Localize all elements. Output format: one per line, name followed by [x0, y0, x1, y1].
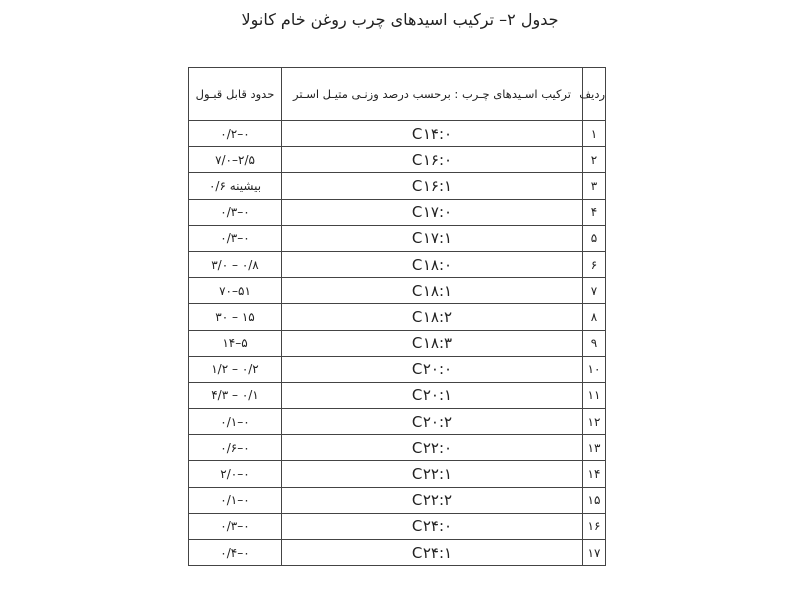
limits-cell: ۰–۰/۶ — [189, 435, 282, 461]
limits-cell: ۰/۱ – ۴/۳ — [189, 382, 282, 408]
row-index-cell: ۱۳ — [583, 435, 606, 461]
table-row — [189, 225, 606, 251]
table-caption: جدول ۲– ترکیب اسیدهای چرب روغن خام کانولا — [241, 10, 559, 29]
row-index-cell: ۱۲ — [583, 409, 606, 435]
limits-cell: ۰–۰/۱ — [189, 487, 282, 513]
fatty-acid-cell: C۲۰:۲ — [282, 409, 583, 435]
table-row — [189, 330, 606, 356]
table-row — [189, 173, 606, 199]
fatty-acid-table — [188, 67, 606, 566]
row-index-cell: ۵ — [583, 225, 606, 251]
fatty-acid-cell: C۱۸:۱ — [282, 278, 583, 304]
limits-cell: ۵–۱۴ — [189, 330, 282, 356]
limits-cell: ۱۵ – ۳۰ — [189, 304, 282, 330]
fatty-acid-cell: C۲۰:۰ — [282, 356, 583, 382]
row-index-cell: ۲ — [583, 147, 606, 173]
row-index-cell: ۸ — [583, 304, 606, 330]
limits-cell: ۰–۰/۲ — [189, 121, 282, 147]
table-row — [189, 278, 606, 304]
fatty-acid-cell: C۱۸:۳ — [282, 330, 583, 356]
table-row — [189, 251, 606, 277]
table-row — [189, 304, 606, 330]
fatty-acid-cell: C۱۴:۰ — [282, 121, 583, 147]
limits-cell: ۰/۸ – ۳/۰ — [189, 251, 282, 277]
table-row — [189, 435, 606, 461]
fatty-acid-cell: C۱۸:۲ — [282, 304, 583, 330]
table-row — [189, 513, 606, 539]
limits-cell: بیشینه ۰/۶ — [189, 173, 282, 199]
header-index: ردیف — [583, 68, 606, 121]
fatty-acid-cell: C۱۸:۰ — [282, 251, 583, 277]
limits-cell: ۰–۰/۳ — [189, 513, 282, 539]
limits-cell: ۰–۲/۰ — [189, 461, 282, 487]
row-index-cell: ۹ — [583, 330, 606, 356]
fatty-acid-cell: C۲۴:۱ — [282, 540, 583, 566]
row-index-cell: ۱ — [583, 121, 606, 147]
fatty-acid-cell: C۱۶:۱ — [282, 173, 583, 199]
row-index-cell: ۱۰ — [583, 356, 606, 382]
header-composition: ترکیب اسـیدهای چـرب : برحسب درصد وزنـی متیـل اسـتر — [282, 68, 583, 121]
table-row — [189, 356, 606, 382]
row-index-cell: ۶ — [583, 251, 606, 277]
table-body — [189, 121, 606, 566]
row-index-cell: ۴ — [583, 199, 606, 225]
table-row — [189, 121, 606, 147]
header-row — [189, 68, 606, 121]
table-row — [189, 382, 606, 408]
table-row — [189, 409, 606, 435]
limits-cell: ۰–۰/۳ — [189, 199, 282, 225]
limits-cell: ۰–۰/۱ — [189, 409, 282, 435]
table-row — [189, 540, 606, 566]
fatty-acid-cell: C۱۷:۱ — [282, 225, 583, 251]
fatty-acid-cell: C۲۲:۲ — [282, 487, 583, 513]
fatty-acid-cell: C۱۶:۰ — [282, 147, 583, 173]
fatty-acid-cell: C۲۲:۰ — [282, 435, 583, 461]
fatty-acid-cell: C۲۰:۱ — [282, 382, 583, 408]
limits-cell: ۵۱–۷۰ — [189, 278, 282, 304]
table-row — [189, 487, 606, 513]
row-index-cell: ۳ — [583, 173, 606, 199]
table-row — [189, 461, 606, 487]
table-row — [189, 147, 606, 173]
limits-cell: ۰–۰/۴ — [189, 540, 282, 566]
row-index-cell: ۱۷ — [583, 540, 606, 566]
row-index-cell: ۷ — [583, 278, 606, 304]
row-index-cell: ۱۶ — [583, 513, 606, 539]
fatty-acid-cell: C۱۷:۰ — [282, 199, 583, 225]
fatty-acid-cell: C۲۲:۱ — [282, 461, 583, 487]
row-index-cell: ۱۴ — [583, 461, 606, 487]
table-row — [189, 199, 606, 225]
row-index-cell: ۱۱ — [583, 382, 606, 408]
table-header — [189, 68, 606, 121]
limits-cell: ۰–۰/۳ — [189, 225, 282, 251]
limits-cell: ۰/۲ – ۱/۲ — [189, 356, 282, 382]
limits-cell: ۲/۵–۷/۰ — [189, 147, 282, 173]
header-limits: حدود قابل قبـول — [189, 68, 282, 121]
row-index-cell: ۱۵ — [583, 487, 606, 513]
fatty-acid-cell: C۲۴:۰ — [282, 513, 583, 539]
